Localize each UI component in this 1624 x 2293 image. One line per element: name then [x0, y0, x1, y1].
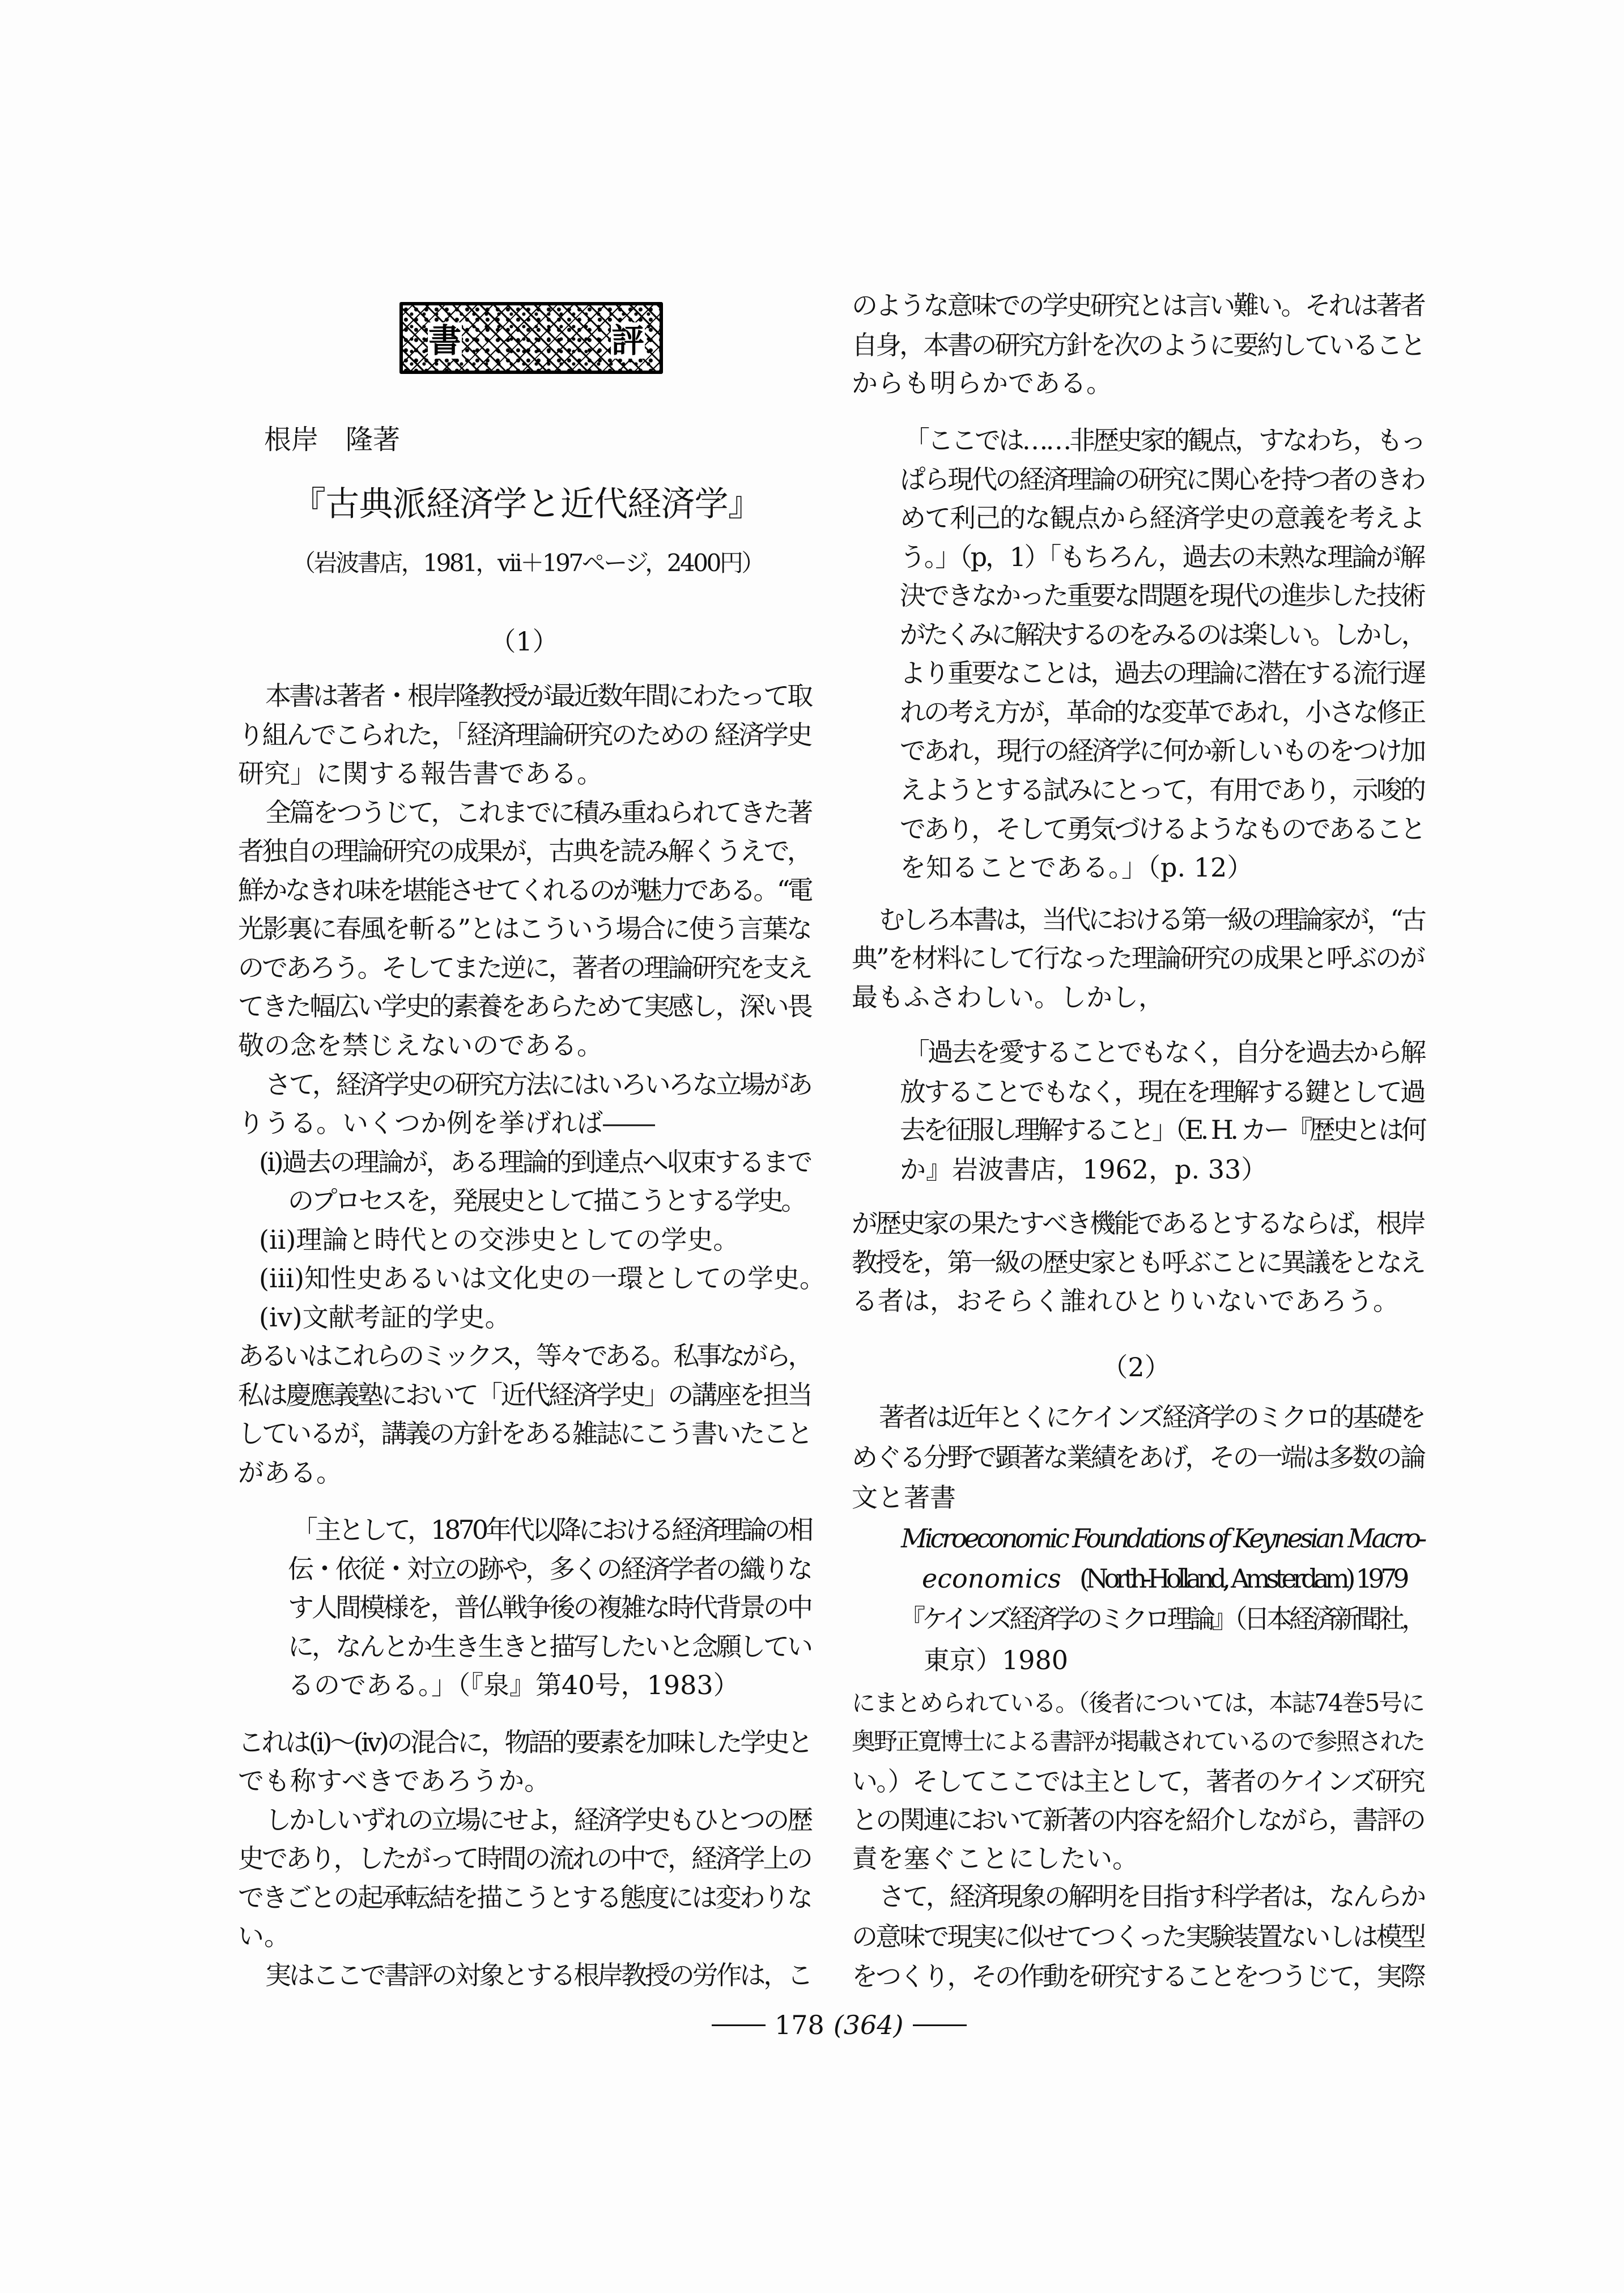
right-column-line: むしろ本書は，当代における第一級の理論家が，“古	[879, 904, 1424, 935]
left-column-line: 全篇をつうじて，これまでに積み重ねられてきた著	[265, 797, 811, 828]
left-column-line: できごとの起承転結を描こうとする態度には変わりな	[238, 1882, 811, 1913]
left-column-line: す人間模様を，普仏戦争後の複雑な時代背景の中	[288, 1592, 811, 1623]
badge-char-hyo: 評	[611, 321, 644, 360]
right-column-line: 責を塞ぐことにしたい。	[852, 1843, 1138, 1874]
right-column-line: 『ケインズ経済学のミクロ理論』（日本経済新聞社，	[899, 1603, 1424, 1634]
left-column-line: (ii)理論と時代との交渉史としての学史。	[259, 1224, 739, 1255]
right-column-line: のような意味での学史研究とは言い難い。それは著者	[852, 290, 1425, 321]
right-column-line: Microeconomic Foundations of Keynesian Macro-	[901, 1523, 1424, 1554]
left-column-line: 本書は著者・根岸隆教授が最近数年間にわたって取	[265, 680, 811, 711]
left-column-line: しているが，講義の方針をある雑誌にこう書いたこと	[238, 1418, 811, 1449]
page-number-original: (364)	[833, 2010, 904, 2040]
left-column-line: 敬の念を禁じえないのである。	[238, 1029, 603, 1061]
section-heading-1: （1）	[490, 626, 559, 657]
right-column-line: 去を征服し理解すること」（E. H. カー『歴史とは何	[900, 1114, 1424, 1145]
right-column-line: 「過去を愛することでもなく，自分を過去から解	[904, 1037, 1424, 1067]
book-review-badge	[399, 302, 663, 374]
right-column-line: であれ，現行の経済学に何か新しいものをつけ加	[900, 735, 1424, 767]
right-column-line: がたくみに解決するのをみるのは楽しい。しかし，	[900, 619, 1424, 650]
right-column-line: えようとする試みにとって，有用であり，示唆的	[900, 774, 1424, 805]
left-column-line: あるいはこれらのミックス，等々である。私事ながら，	[238, 1341, 811, 1372]
right-column-line: か』岩波書店，1962，p. 33）	[900, 1154, 1268, 1185]
left-column-line: 「主として，1870年代以降における経済理論の相	[292, 1515, 811, 1545]
right-column-line: 教授を，第一級の歴史家とも呼ぶことに異議をとなえ	[852, 1247, 1425, 1278]
right-column-line: との関連において新著の内容を紹介しながら，書評の	[852, 1805, 1425, 1835]
left-column-line: (iv)文献考証的学史。	[259, 1301, 511, 1333]
left-column-line: に，なんとか生き生きと描写したいと念願してい	[288, 1631, 811, 1662]
left-column-line: 実はここで書評の対象とする根岸教授の労作は，こ	[265, 1960, 811, 1990]
left-column-line: 光影裏に春風を斬る”とはこういう場合に使う言葉な	[238, 913, 811, 945]
page-number	[712, 2010, 967, 2040]
left-column-line: (iii)知性史あるいは文化史の一環としての学史。	[259, 1263, 826, 1294]
right-column-line: さて，経済現象の解明を目指す科学者は，なんらか	[879, 1881, 1424, 1912]
right-column-line: ぱら現代の経済理論の研究に関心を持つ者のきわ	[900, 463, 1425, 495]
right-column-line: めて利己的な観点から経済学史の意義を考えよ	[900, 503, 1424, 534]
right-column-line: (North-Holland, Amsterdam) 1979	[1079, 1563, 1405, 1594]
right-column-line: を知ることである。」（p. 12）	[900, 852, 1253, 883]
book-publisher-info: （岩波書店，1981，vii＋197ページ，2400円）	[292, 549, 763, 577]
left-column-line: しかしいずれの立場にせよ，経済学史もひとつの歴	[265, 1805, 811, 1835]
right-column-line: より重要なことは，過去の理論に潜在する流行遅	[900, 658, 1424, 689]
right-column-line: が歴史家の果たすべき機能であるとするならば，根岸	[852, 1208, 1424, 1239]
right-column-line: れの考え方が，革命的な変革であれ，小さな修正	[900, 696, 1424, 728]
left-column-line: 者独自の理論研究の成果が，古典を読み解くうえで，	[238, 836, 811, 867]
left-column-line: 研究」に関する報告書である。	[238, 758, 603, 789]
right-column-line: い。）そしてここでは主として，著者のケインズ研究	[852, 1766, 1424, 1797]
right-column-line: をつくり，その作動を研究することをつうじて，実際	[852, 1961, 1424, 1992]
book-author: 根岸 隆著	[264, 424, 401, 456]
dash-right	[913, 2024, 967, 2026]
left-column-line: りうる。いくつか例を挙げれば――	[238, 1108, 655, 1139]
left-column-line: のプロセスを，発展史として描こうとする学史。	[288, 1185, 805, 1216]
left-column-line: (i)過去の理論が，ある理論的到達点へ収束するまで	[259, 1146, 811, 1177]
book-title: 『古典派経済学と近代経済学』	[292, 484, 762, 524]
left-column-line: い。	[238, 1921, 290, 1951]
right-column-line: 自身，本書の研究方針を次のように要約していること	[852, 330, 1425, 360]
left-column-line: 伝・依従・対立の跡や，多くの経済学者の織りな	[288, 1554, 811, 1584]
right-column-line: からも明らかである。	[852, 368, 1112, 398]
right-column-line: 最もふさわしい。しかし，	[852, 982, 1164, 1013]
right-column-line: 奥野正寛博士による書評が掲載されているので参照された	[852, 1728, 1424, 1755]
left-column-line: 鮮かなきれ味を堪能させてくれるのが魅力である。“電	[238, 874, 811, 905]
left-column-line: 私は慶應義塾において「近代経済学史」の講座を担当	[238, 1379, 811, 1410]
left-column-line: さて，経済学史の研究方法にはいろいろな立場があ	[265, 1069, 811, 1100]
right-column-line: めぐる分野で顕著な業績をあげ，その一端は多数の論	[852, 1442, 1424, 1473]
section-heading-2: （2）	[1102, 1352, 1171, 1382]
right-column-line: 放することでもなく，現在を理解する鍵として過	[900, 1077, 1424, 1107]
right-column-line: であり，そして勇気づけるようなものであること	[900, 813, 1424, 844]
left-column-line: るのである。」（『泉』第40号，1983）	[288, 1670, 739, 1700]
right-column-line: 典”を材料にして行なった理論研究の成果と呼ぶのが	[852, 943, 1424, 973]
left-column-line: のであろう。そしてまた逆に，著者の理論研究を支え	[238, 952, 811, 983]
right-column-line: る者は，おそらく誰れひとりいないであろう。	[852, 1286, 1399, 1316]
right-column-line: にまとめられている。（後者については，本誌74巻5号に	[852, 1689, 1424, 1717]
right-column-line: 決できなかった重要な問題を現代の進歩した技術	[900, 580, 1424, 611]
dash-left	[712, 2024, 766, 2026]
left-column-line: り組んでこられた，「経済理論研究のための 経済学史	[238, 719, 811, 750]
left-column-line: てきた幅広い学史的素養をあらためて実感し，深い畏	[238, 991, 811, 1022]
right-column-line: 文と著書	[852, 1482, 956, 1513]
left-column-line: でも称すべきであろうか。	[238, 1766, 551, 1796]
badge-char-sho: 書	[428, 321, 461, 360]
left-column-line: これは(i)～(iv)の混合に，物語的要素を加味した学史と	[238, 1727, 811, 1758]
right-column-line: 東京）1980	[924, 1645, 1069, 1675]
right-column-line: economics	[922, 1563, 1061, 1594]
left-column-line: がある。	[238, 1457, 342, 1488]
right-column-line: の意味で現実に似せてつくった実験装置ないしは模型	[852, 1921, 1424, 1952]
right-column-line: う。」（p，1）「もちろん，過去の未熟な理論が解	[900, 541, 1424, 572]
left-column-line: 史であり，したがって時間の流れの中で，経済学上の	[238, 1843, 811, 1874]
right-column-line: 「ここでは……非歴史家的観点，すなわち，もっ	[904, 425, 1425, 456]
page-number-current: 178	[775, 2010, 824, 2040]
right-column-line: 著者は近年とくにケインズ経済学のミクロ的基礎を	[879, 1402, 1424, 1432]
